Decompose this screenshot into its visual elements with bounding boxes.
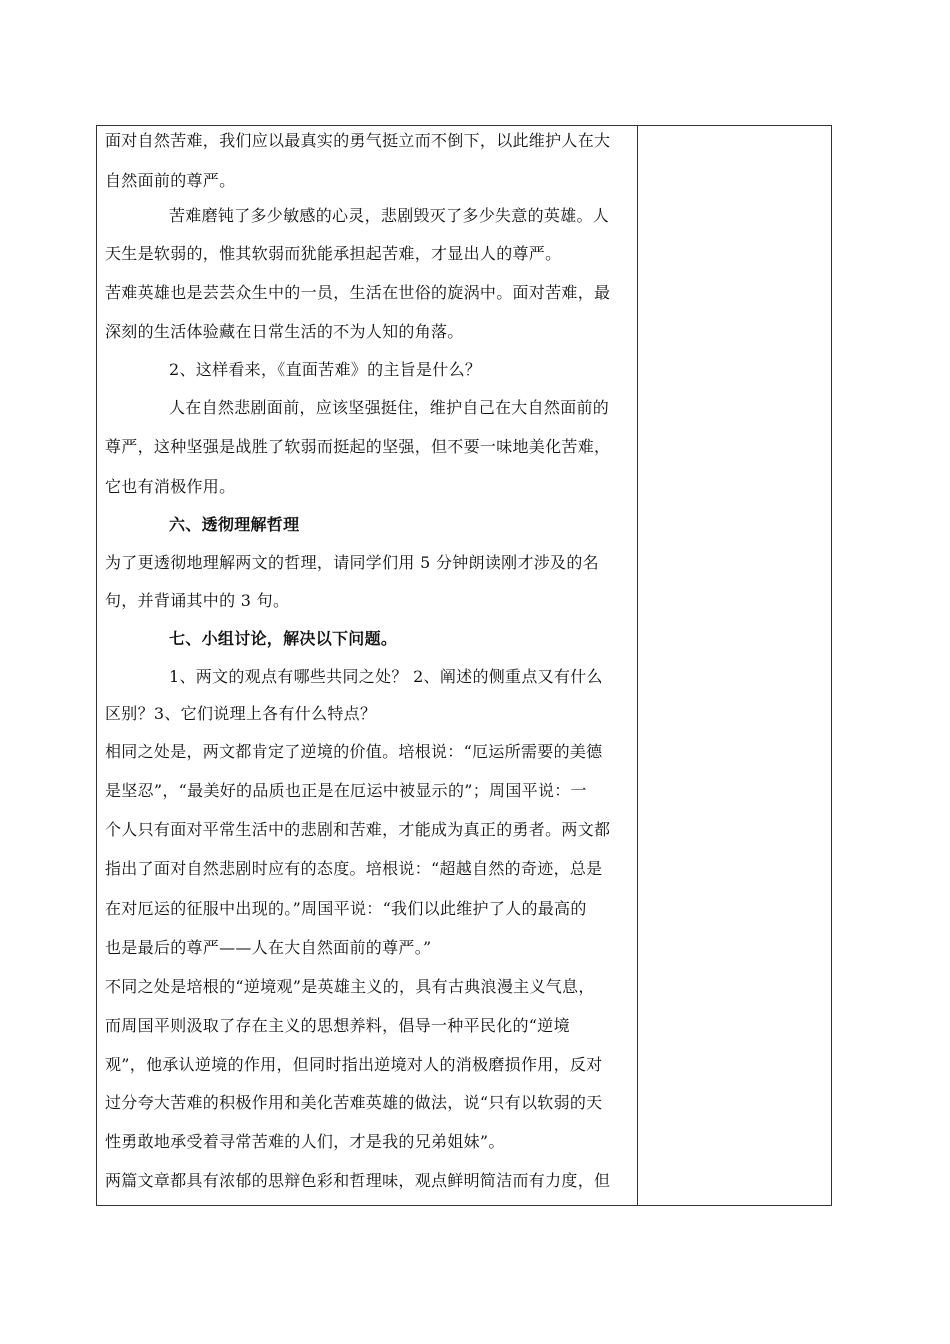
text-line: 尊严，这种坚强是战胜了软弱而挺起的坚强，但不要一味地美化苦难， — [105, 437, 611, 456]
text-line: 在对厄运的征服中出现的。”周国平说：“我们以此维护了人的最高的 — [105, 899, 587, 918]
text-line: 2、这样看来，《直面苦难》的主旨是什么？ — [169, 360, 482, 379]
text-line: 天生是软弱的，惟其软弱而犹能承担起苦难，才显出人的尊严。 — [105, 244, 562, 263]
text-line: 区别？3、它们说理上各有什么特点？ — [105, 704, 377, 723]
text-line: 为了更透彻地理解两文的哲理，请同学们用 5 分钟朗读刚才涉及的名 — [105, 553, 599, 572]
lesson-table — [96, 125, 832, 1206]
text-line: 而周国平则汲取了存在主义的思想养料，倡导一种平民化的“逆境 — [105, 1016, 570, 1035]
text-line: 苦难英雄也是芸芸众生中的一员，生活在世俗的旋涡中。面对苦难，最 — [105, 283, 611, 302]
text-line: 它也有消极作用。 — [105, 477, 236, 496]
text-line: 性勇敢地承受着寻常苦难的人们，才是我的兄弟姐妹”。 — [105, 1132, 505, 1151]
text-line: 过分夸大苦难的积极作用和美化苦难英雄的做法，说“只有以软弱的天 — [105, 1093, 603, 1112]
text-line: 是坚忍”，“最美好的品质也正是在厄运中被显示的”；周国平说：一 — [105, 781, 587, 800]
section-heading: 六、透彻理解哲理 — [169, 515, 300, 534]
text-line: 相同之处是，两文都肯定了逆境的价值。培根说：“厄运所需要的美德 — [105, 742, 603, 761]
text-line: 个人只有面对平常生活中的悲剧和苦难，才能成为真正的勇者。两文都 — [105, 820, 611, 839]
text-line: 苦难磨钝了多少敏感的心灵，悲剧毁灭了多少失意的英雄。人 — [169, 206, 610, 225]
notes-cell — [638, 126, 831, 1205]
section-heading: 七、小组讨论，解决以下问题。 — [169, 629, 398, 648]
text-line: 不同之处是培根的“逆境观”是英雄主义的，具有古典浪漫主义气息， — [105, 977, 595, 996]
text-line: 人在自然悲剧面前，应该坚强挺住，维护自己在大自然面前的 — [169, 398, 610, 417]
text-line: 指出了面对自然悲剧时应有的态度。培根说：“超越自然的奇迹，总是 — [105, 859, 603, 878]
text-line: 观”，他承认逆境的作用，但同时指出逆境对人的消极磨损作用，反对 — [105, 1055, 603, 1074]
text-line: 面对自然苦难，我们应以最真实的勇气挺立而不倒下，以此维护人在大 — [105, 131, 611, 150]
text-line: 句，并背诵其中的 3 句。 — [105, 591, 290, 610]
text-line: 也是最后的尊严——人在大自然面前的尊严。” — [105, 938, 432, 957]
text-line: 深刻的生活体验藏在日常生活的不为人知的角落。 — [105, 322, 464, 341]
text-line: 自然面前的尊严。 — [105, 171, 236, 190]
text-line: 两篇文章都具有浓郁的思辩色彩和哲理味，观点鲜明简洁而有力度，但 — [105, 1171, 611, 1190]
text-line: 1、两文的观点有哪些共同之处？ 2、阐述的侧重点又有什么 — [169, 667, 603, 686]
